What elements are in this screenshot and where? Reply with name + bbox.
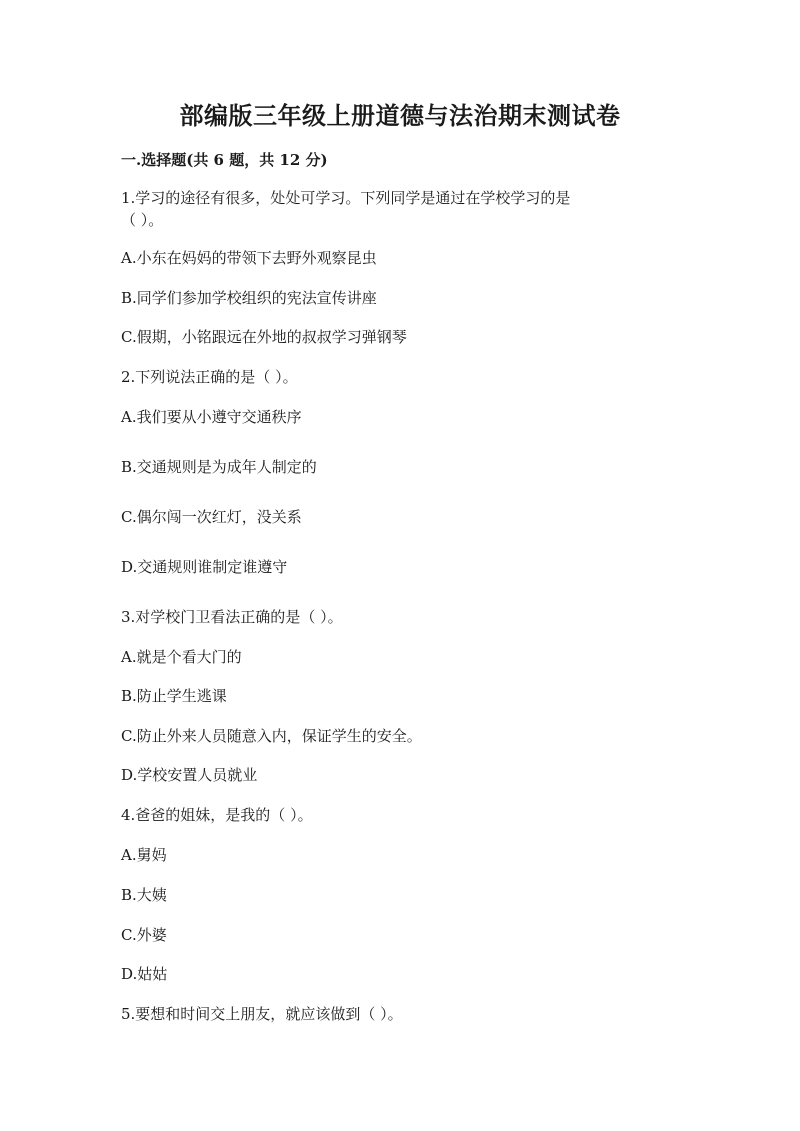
question-3-option-a: A.就是个看大门的 xyxy=(121,648,242,666)
question-4-option-c: C.外婆 xyxy=(121,926,167,944)
question-1-stem-blank: （ ）。 xyxy=(121,211,164,229)
question-4-stem: 4.爸爸的姐妹，是我的（ ）。 xyxy=(121,806,313,824)
question-2-option-b: B.交通规则是为成年人制定的 xyxy=(121,458,317,476)
question-3-option-b: B.防止学生逃课 xyxy=(121,687,227,705)
question-2-option-a: A.我们要从小遵守交通秩序 xyxy=(121,408,302,426)
question-2-option-c: C.偶尔闯一次红灯，没关系 xyxy=(121,508,302,526)
question-1-option-c: C.假期，小铭跟远在外地的叔叔学习弹钢琴 xyxy=(121,328,407,346)
question-1-option-a: A.小东在妈妈的带领下去野外观察昆虫 xyxy=(121,249,377,267)
question-3-option-d: D.学校安置人员就业 xyxy=(121,766,258,784)
question-4-option-b: B.大姨 xyxy=(121,886,167,904)
question-1-stem: 1.学习的途径有很多，处处可学习。下列同学是通过在学校学习的是 xyxy=(121,189,571,207)
question-2-stem: 2.下列说法正确的是（ ）。 xyxy=(121,368,298,386)
question-4-option-d: D.姑姑 xyxy=(121,965,168,983)
question-1-option-b: B.同学们参加学校组织的宪法宣传讲座 xyxy=(121,289,377,307)
section-heading: 一.选择题(共 6 题，共 12 分) xyxy=(121,151,328,169)
question-5-stem: 5.要想和时间交上朋友，就应该做到（ ）。 xyxy=(121,1005,403,1023)
question-3-stem: 3.对学校门卫看法正确的是（ ）。 xyxy=(121,608,343,626)
question-3-option-c: C.防止外来人员随意入内，保证学生的安全。 xyxy=(121,727,422,745)
question-4-option-a: A.舅妈 xyxy=(121,846,167,864)
question-2-option-d: D.交通规则谁制定谁遵守 xyxy=(121,558,288,576)
page-title: 部编版三年级上册道德与法治期末测试卷 xyxy=(179,101,621,130)
